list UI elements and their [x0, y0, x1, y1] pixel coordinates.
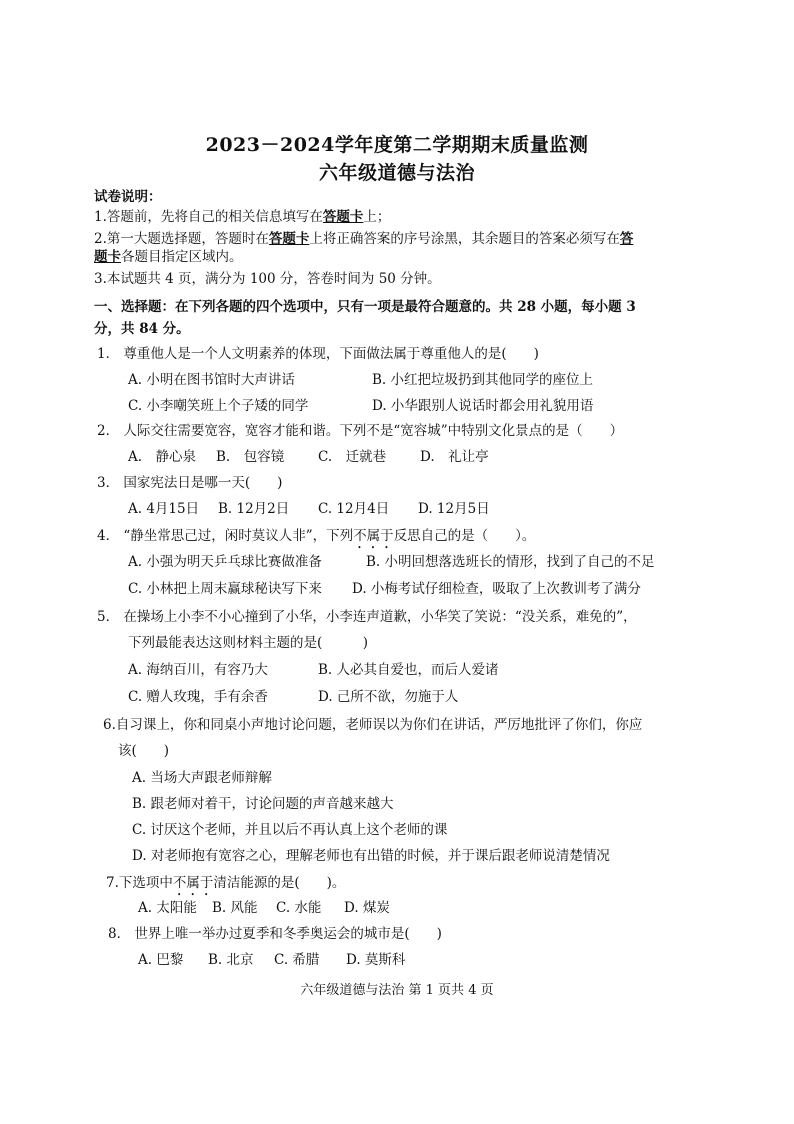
question-2-option-b: B. 包容镜: [216, 449, 285, 465]
answer-card-term: 题卡: [94, 249, 121, 265]
question-6-stem: 6.自习课上，你和同桌小声地讨论问题，老师误以为你们在讲话，严厉地批评了你们，你应: [103, 717, 643, 733]
question-4-stem-end: 反思自己的是（ ）。: [393, 528, 536, 544]
question-1-option-b: B. 小红把垃圾扔到其他同学的座位上: [372, 372, 594, 388]
question-6-option-c: C. 讨厌这个老师，并且以后不再认真上这个老师的课: [132, 822, 448, 838]
question-1-stem: 1． 尊重他人是一个人文明素养的体现，下面做法属于尊重他人的是( ): [97, 346, 539, 362]
answer-card-term: 答题卡: [322, 209, 364, 225]
question-5-stem: 5． 在操场上小李不小心撞到了小华，小李连声道歉，小华笑了笑说：“没关系，难免的”，: [97, 609, 637, 625]
question-7-stem-end: 清洁能源的是( )。: [213, 875, 346, 891]
section-heading: 一、选择题：在下列各题的四个选项中，只有一项是最符合题意的。共 28 小题，每小题 3: [94, 299, 636, 315]
question-7-stem-start: 7.下选项中: [106, 875, 173, 891]
question-5-option-c: C. 赠人玫瑰，手有余香: [128, 689, 268, 705]
question-3-option-d: D. 12月5日: [418, 501, 490, 517]
instruction-2-mid: 上将正确答案的序号涂黑，其余题目的答案必须写在: [309, 231, 620, 247]
page-footer: 六年级道德与法治 第 1 页共 4 页: [300, 983, 494, 998]
instruction-1-end: 上；: [363, 209, 391, 225]
question-1-option-d: D. 小华跟别人说话时都会用礼貌用语: [372, 398, 594, 414]
exam-title: 2023－2024学年度第二学期期末质量监测: [205, 134, 589, 156]
question-7-option-d: D. 煤炭: [344, 900, 390, 916]
question-4-option-c: C. 小林把上周末赢球秘诀写下来: [128, 581, 322, 597]
question-8-stem: 8． 世界上唯一举办过夏季和冬季奥运会的城市是( ): [108, 926, 442, 942]
exam-subject: 六年级道德与法治: [318, 162, 475, 184]
question-7-option-c: C. 水能: [276, 900, 322, 916]
question-6-option-d: D. 对老师抱有宽容之心，理解老师也有出错的时候，并于课后跟老师说清楚情况: [132, 848, 610, 864]
instruction-2: [94, 227, 633, 247]
question-2-stem: 2． 人际交往需要宽容，宽容才能和谐。下列不是“宽容城”中特别文化景点的是（ ）: [97, 423, 624, 439]
question-8-option-c: C. 希腊: [274, 952, 320, 968]
instruction-2-text: 2.第一大题选择题，答题时在: [94, 231, 269, 247]
question-4-stem-start: 4． “静坐常思己过，闲时莫议人非”，下列: [97, 528, 354, 544]
question-6-option-a: A. 当场大声跟老师辩解: [132, 770, 272, 786]
question-4-stem: [97, 524, 535, 552]
answer-card-term: 答: [619, 231, 634, 247]
question-2-option-d: D. 礼让亭: [420, 449, 489, 465]
instruction-2-end: 各题目指定区域内。: [121, 249, 243, 265]
answer-card-term: 答题卡: [268, 231, 310, 247]
question-5-option-a: A. 海纳百川，有容乃大: [128, 662, 268, 678]
section-heading-cont: 分，共 84 分。: [94, 321, 190, 337]
instruction-1: [94, 205, 390, 225]
question-3-stem: 3． 国家宪法日是哪一天( ): [97, 475, 283, 491]
question-3-option-a: A. 4月15日: [128, 501, 200, 517]
question-5-stem-cont: 下列最能表达这则材料主题的是( ): [128, 635, 369, 651]
question-2-option-c: C. 迁就巷: [318, 449, 387, 465]
question-4-option-b: B. 小明回想落选班长的情形，找到了自己的不足: [366, 554, 655, 570]
question-8-option-b: B. 北京: [208, 952, 254, 968]
instruction-1-text: 1.答题前，先将自己的相关信息填写在: [94, 209, 323, 225]
question-2-option-a: A. 静心泉: [128, 449, 197, 465]
instruction-3: 3.本试题共 4 页，满分为 100 分，答卷时间为 50 分钟。: [94, 271, 441, 287]
question-1-option-c: C. 小李嘲笑班上个子矮的同学: [128, 398, 309, 414]
question-5-option-d: D. 己所不欲，勿施于人: [318, 689, 459, 705]
question-4-option-d: D. 小梅考试仔细检查，吸取了上次教训考了满分: [352, 581, 641, 597]
question-5-option-b: B. 人必其自爱也，而后人爱诸: [318, 662, 499, 678]
question-8-option-a: A. 巴黎: [138, 952, 184, 968]
emphasized-text: 不属于: [172, 875, 214, 891]
question-1-option-a: A. 小明在图书馆时大声讲话: [128, 372, 295, 388]
question-8-option-d: D. 莫斯科: [346, 952, 406, 968]
question-3-option-c: C. 12月4日: [318, 501, 390, 517]
emphasized-text: 不属于: [353, 528, 394, 544]
instruction-2-cont: [94, 245, 243, 265]
question-4-option-a: A. 小强为明天乒乓球比赛做准备: [128, 554, 322, 570]
question-7-option-b: B. 风能: [212, 900, 258, 916]
question-7-option-a: A. 太阳能: [138, 900, 197, 916]
question-6-stem-cont: 该( ): [118, 743, 170, 759]
question-7-stem: [106, 871, 345, 899]
question-6-option-b: B. 跟老师对着干，讨论问题的声音越来越大: [132, 796, 394, 812]
instructions-heading: 试卷说明：: [94, 189, 162, 205]
question-3-option-b: B. 12月2日: [218, 501, 290, 517]
